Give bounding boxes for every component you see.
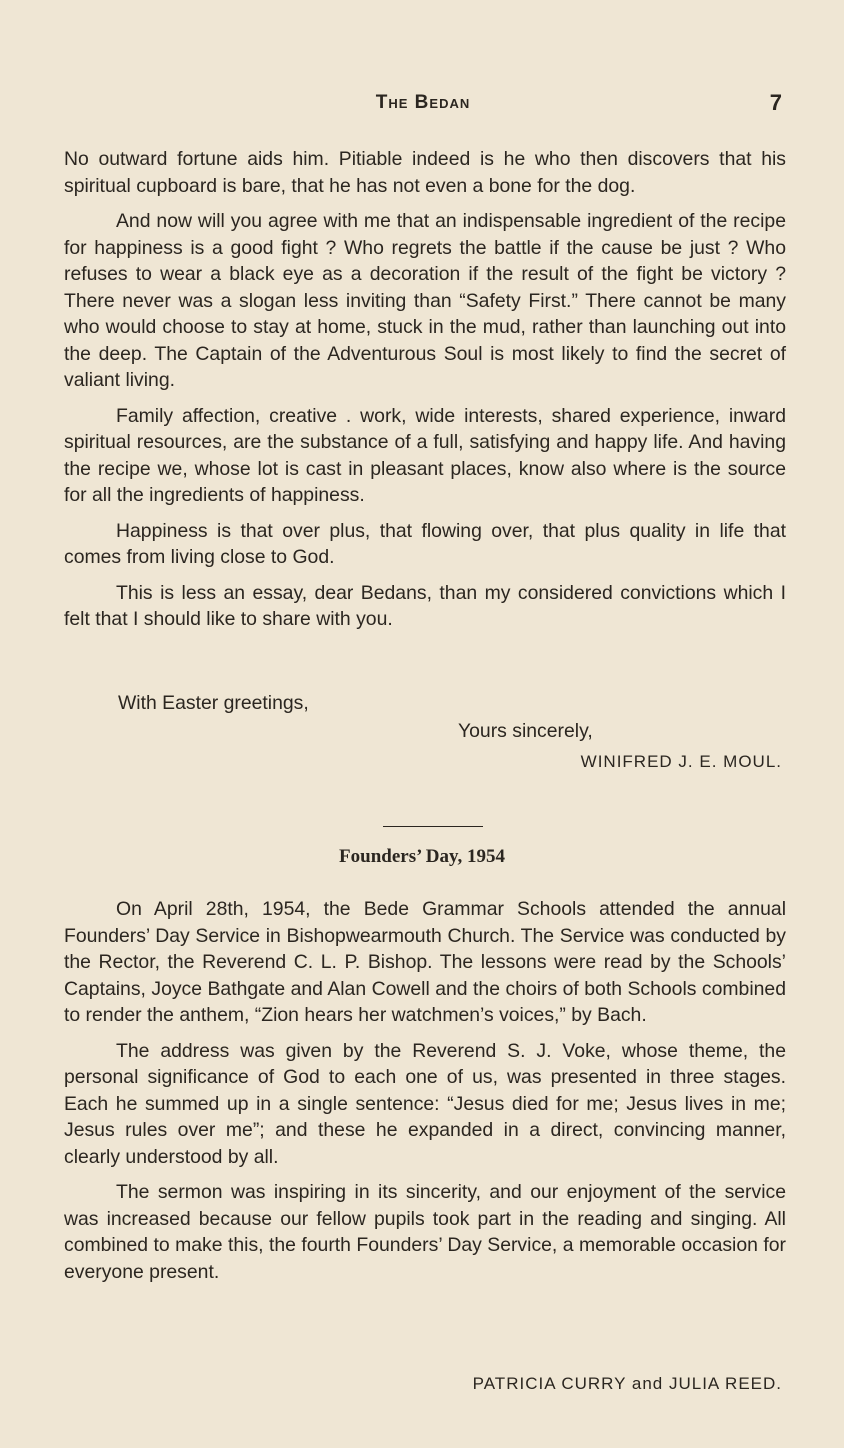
letter-paragraph: This is less an essay, dear Bedans, than my considered convictions which I felt that I should like to share with you. (64, 581, 786, 630)
letter-paragraph: Family affection, creative . work, wide interests, shared experience, inward spiritual resources, are the substance of a full, satisfying and happy life. And having the recipe we, whose lot is cast in pleasant places, know also where is the source for all the ingredients of happiness. (64, 404, 786, 506)
article-authors: PATRICIA CURRY and JULIA REED. (472, 1374, 782, 1393)
article-paragraph: The sermon was inspiring in its sincerity, and our enjoyment of the service was increased because our fellow pupils took part in the reading and singing. All combined to make this, the fourth Founders’ Day Service, a memorable occasion for everyone present. (64, 1181, 786, 1283)
running-header (64, 92, 782, 132)
section-heading: Founders’ Day, 1954 (339, 846, 505, 867)
section-divider (383, 826, 483, 827)
journal-title: The Bedan (375, 92, 471, 113)
article-paragraph: On April 28th, 1954, the Bede Grammar Schools attended the annual Founders’ Day Service in Bishopwearmouth Church. The Service was conducted by the Rector, the Reverend C. L. P. Bishop. The lessons were read by the Schools’ Captains, Joyce Bathgate and Alan Cowell and the choirs of both Schools combined to render the anthem, “Zion hears her watchmen’s voices,” by Bach. (64, 898, 786, 1026)
page-number: 7 (769, 90, 782, 115)
letter-paragraph: Happiness is that over plus, that flowing over, that plus quality in life that comes from living close to God. (64, 519, 786, 568)
letter-paragraph: No outward fortune aids him. Pitiable indeed is he who then discovers that his spiritual cupboard is bare, that he has not even a bone for the dog. (64, 148, 786, 197)
letter-valediction: Yours sincerely, (458, 720, 593, 742)
letter-body (64, 146, 786, 642)
letter-paragraph: And now will you agree with me that an indispensable ingredient of the recipe for happiness is a good fight ? Who regrets the battle if the cause be just ? Who refuses to wear a black eye as a decoration if the result of the fight be victory ? There never was a slogan less inviting than “Safety First.” There cannot be many who would choose to stay at home, stuck in the mud, rather than launching out into the deep. The Captain of the Adventurous Soul is most likely to find the secret of valiant living. (64, 210, 786, 391)
article-paragraph: The address was given by the Reverend S. J. Voke, whose theme, the personal significance of God to each one of us, was presented in three stages. Each he summed up in a single sentence: “Jesus died for me; Jesus lives in me; Jesus rules over me”; and these he expanded in a direct, convincing manner, clearly understood by all. (64, 1039, 786, 1168)
article-body (64, 896, 786, 1294)
letter-closing: With Easter greetings, (118, 692, 309, 714)
letter-signature: WINIFRED J. E. MOUL. (580, 752, 782, 771)
